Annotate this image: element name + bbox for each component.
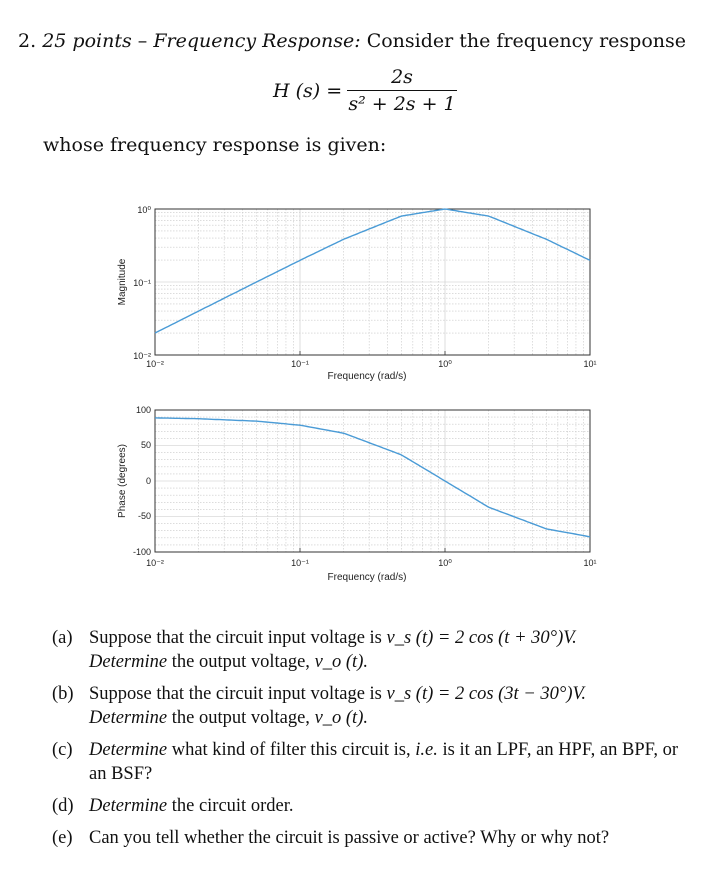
question-a-verb: Determine [89, 652, 168, 672]
mag-ylabel: Magnitude [117, 258, 128, 306]
question-c-label: (c) [52, 740, 73, 760]
phase-grid [155, 410, 590, 552]
question-a [52, 626, 692, 674]
problem-number: 2. [18, 30, 37, 52]
tf-numerator: 2s [391, 66, 413, 88]
question-a-rest: the output voltage, [171, 652, 310, 672]
mag-ytick-1: 10⁻¹ [133, 278, 151, 288]
ph-ytick-4: -100 [132, 547, 151, 557]
ph-xlabel: Frequency (rad/s) [327, 572, 407, 583]
question-b [52, 682, 692, 730]
question-a-math: v_s (t) = 2 cos (t + 30°)V. [386, 628, 577, 648]
problem-topic: Frequency Response: [153, 30, 361, 52]
question-b-math: v_s (t) = 2 cos (3t − 30°)V. [386, 684, 587, 704]
ph-xtick-3: 10¹ [583, 558, 597, 568]
question-a-output: v_o (t). [314, 652, 368, 672]
question-a-text: Suppose that the circuit input voltage is [89, 628, 382, 648]
question-e-text: Can you tell whether the circuit is passive or active? Why or why not? [89, 828, 610, 848]
question-b-output: v_o (t). [314, 708, 368, 728]
mag-ytick-2: 10⁻² [133, 351, 151, 361]
mag-xtick-2: 10⁰ [438, 359, 452, 369]
question-e [52, 826, 692, 850]
question-d-label: (d) [52, 796, 74, 816]
question-b-verb: Determine [89, 708, 168, 728]
mag-ytick-0: 10⁰ [137, 205, 151, 215]
question-d-verb: Determine [89, 796, 168, 816]
question-b-rest: the output voltage, [171, 708, 310, 728]
question-c-text2: is it an LPF, an HPF, an BPF, or an BSF? [89, 740, 679, 784]
ph-xtick-2: 10⁰ [438, 558, 452, 568]
mag-xtick-0: 10⁻² [146, 359, 164, 369]
ph-ytick-0: 100 [135, 405, 151, 415]
mag-xtick-3: 10¹ [583, 359, 597, 369]
ph-ytick-1: 50 [140, 440, 151, 450]
problem-dash: – [137, 30, 148, 52]
tf-lhs: H (s) = [273, 80, 343, 102]
ph-ylabel: Phase (degrees) [117, 444, 128, 518]
ph-ytick-2: 0 [145, 476, 151, 486]
question-c-verb: Determine [89, 740, 168, 760]
magnitude-plot [100, 195, 600, 390]
question-d-text: the circuit order. [171, 796, 294, 816]
question-d [52, 794, 692, 818]
question-c-ie: i.e. [415, 740, 438, 760]
problem-statement: Consider the frequency response [366, 30, 686, 52]
ph-ytick-3: -50 [137, 511, 151, 521]
problem-points: 25 points [42, 30, 132, 52]
mag-xlabel: Frequency (rad/s) [327, 371, 407, 382]
question-c-text1: what kind of filter this circuit is, [171, 740, 411, 760]
tf-fraction [347, 66, 457, 115]
phase-curve [155, 418, 590, 537]
question-e-label: (e) [52, 828, 73, 848]
mag-xtick-1: 10⁻¹ [291, 359, 309, 369]
tf-fraction-bar [347, 90, 457, 91]
question-b-label: (b) [52, 684, 74, 704]
phase-plot [100, 398, 600, 588]
question-c [52, 738, 692, 786]
tf-denominator: s² + 2s + 1 [348, 93, 456, 115]
problem-heading [18, 30, 686, 52]
question-b-text: Suppose that the circuit input voltage is [89, 684, 382, 704]
ph-xtick-1: 10⁻¹ [291, 558, 309, 568]
ph-xtick-0: 10⁻² [146, 558, 164, 568]
intro-text: whose frequency response is given: [43, 134, 387, 156]
question-a-label: (a) [52, 628, 73, 648]
magnitude-curve [155, 209, 590, 333]
